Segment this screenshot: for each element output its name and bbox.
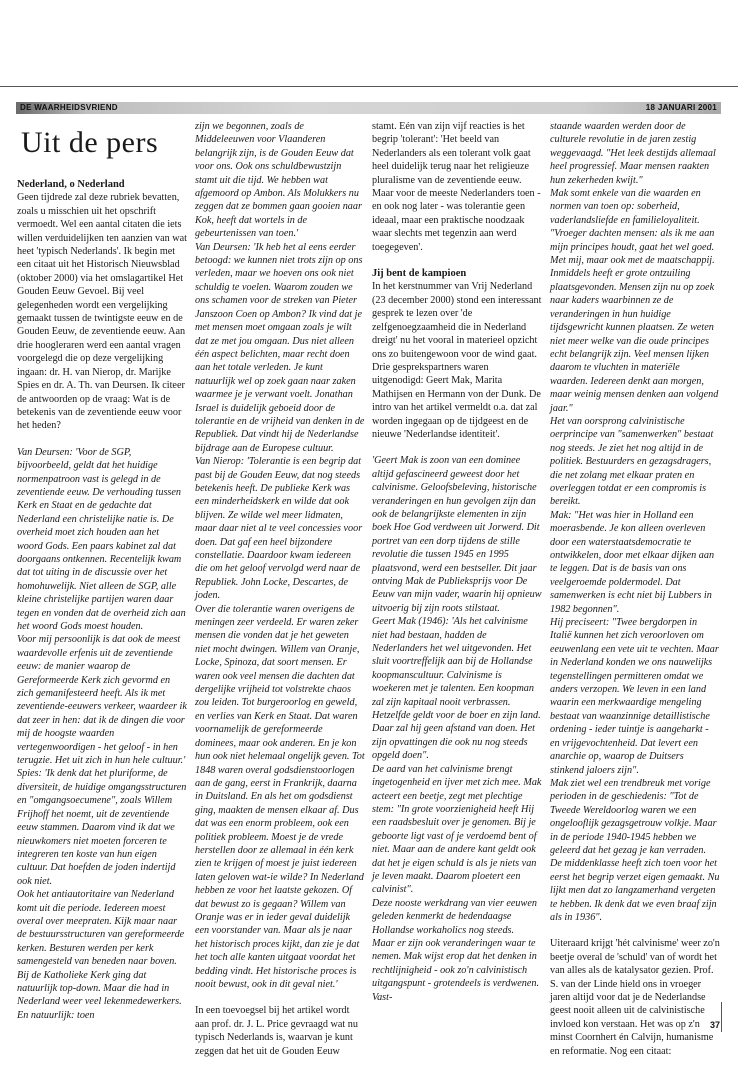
- col3-paragraph-6: Deze nooste werkdrang van vier eeuwen geleden kenmerkt de hedendaagse Hollandse workaholics nog steeds.: [372, 897, 537, 936]
- column-2: [195, 120, 365, 1058]
- issue-date: 18 JANUARI 2001: [645, 103, 717, 112]
- quote-antiautoritair: Ook het antiautoritaire van Nederland komt uit die periode. Iedereen moest overal over meepraten. Kijk maar naar de bestuursstructuren van gereformeerde kerken. Besturen werden per kerk samengesteld van beneden naar boven. Bij de Katholieke Kerk ging dat natuurlijk top-down. Maar die had in Nederland weer veel lekenmedewerkers. En natuurlijk: toen: [17, 889, 185, 1021]
- top-rule: [0, 86, 738, 87]
- col3-paragraph-1: stamt. Eén van zijn vijf reacties is het begrip 'tolerant': 'Het beeld van Nederlanders als een tolerant volk gaat heel duidelijk terug naar het religieuze pluralisme van de zeventiende eeuw. Maar voor de meeste Nederlanders toen - en ook nog later - was tolerantie geen ideaal, maar een praktische noodzaak waar slechts met tegenzin aan werd toegegeven'.: [372, 121, 541, 253]
- col2-paragraph-5: In een toevoegsel bij het artikel wordt aan prof. dr. J. L. Price gevraagd wat nu typisch Nederlands is, waarvan je kunt zeggen dat het uit de Gouden Eeuw: [195, 1005, 358, 1057]
- col4-paragraph-6: Mak ziet wel een trendbreuk met vorige perioden in de geschiedenis: "Tot de Tweede Wereldoorlog waren we een ongelooflijk gezagsgetrouw volkje. Maar in de periode 1940-1945 hebben we geleerd dat het gezag je kan verraden. De middenklasse heeft zich toen voor het eerst het begrip verzet eigen gemaakt. Nu lijkt men dat zo langzamerhand vergeten te hebben. Ik denk dat we even braaf zijn als in 1936".: [550, 777, 720, 923]
- quote-spies: Spies: 'Ik denk dat het pluriforme, de diversiteit, de huidige omgangsstructuren en "omgangsoecumene", zoals Willem Frijhoff het noemt, uit de zeventiende eeuw stammen. Daarom vind ik dat we nieuwkomers niet moeten forceren te integreren ten koste van hun eigen cultuur. Dat hoefden de joden indertijd ook niet.: [17, 768, 187, 887]
- intro-paragraph: Geen tijdrede zal deze rubriek bevatten, zoals u misschien uit het opschrift vermoedt. Wel een aantal citaten die iets willen verduidelijken ten aanzien van wat heet 'typisch Nederlands'. Ik begin met een citaat uit het Historisch Nieuwsblad (oktober 2000) via het omslagartikel Het Gouden Eeuw Gevoel. Bij veel gelegenheden wordt een vergelijking gemaakt tussen de twintigste eeuw en de Gouden Eeuw, de zeventiende eeuw. Aan drie hoogleraren werd een aantal vragen voorgelegd die op deze vergelijking ingaan: dr. H. van Nierop, dr. Marijke Spies en dr. A. Th. van Deursen. Ik citeer de antwoorden op de vraag: Wat is de betekenis van de zeventiende eeuw voor het heden?: [17, 192, 188, 432]
- column-1: [17, 120, 187, 1022]
- col3-paragraph-5: De aard van het calvinisme brengt ingetogenheid en ijver met zich mee. Mak acteert een beetje, zegt met plechtige stem: "In grote voorzienigheid heeft Hij een raadsbesluit over je genomen. Bij je geboorte ligt vast of je verdoemd bent of niet. Maar aan de andere kant geldt ook dat het je eigen schuld is als je niets van je leven maakt. Daarom ploetert een calvinist".: [372, 763, 542, 896]
- col3-paragraph-4: Geert Mak (1946): 'Als het calvinisme niet had bestaan, hadden de Nederlanders het wel uitgevonden. Het sluit voortreffelijk aan bij de Hollandse koopmanscultuur. Calvinisme is woekeren met je talenten. Een koopman zal zijn kapitaal nooit verbrassen. Hetzelfde geldt voor de boer en zijn land. Daar zal hij geen afstand van doen. Het zijn opvattingen die ook nu nog steeds opgeld doen".: [372, 616, 541, 762]
- col4-paragraph-7: Uiteraard krijgt 'hét calvinisme' weer zo'n beetje overal de 'schuld' van of wordt het van alles als de katalysator gezien. Prof. S. van der Linde hield ons in vroeger jaren altijd voor dat je de Nederlandse geest nooit alleen uit de calvinistische invloed kon verstaan. Het was op z'n minst Coornhert én Calvijn, humanisme en reformatie. Nog een citaat:: [550, 938, 720, 1057]
- col2-paragraph-1: zijn we begonnen, zoals de Middeleeuwen voor Vlaanderen belangrijk zijn, is de Gouden Eeuw dat voor ons. Ook ons schuldbewustzijn stamt uit die tijd. We hebben wat afgemoord op Ambon. Als Molukkers nu zeggen dat ze bommen gaan gooien naar Kok, heeft dat wortels in de gebeurtenissen van toen.': [195, 121, 362, 240]
- col2-paragraph-4: Over die tolerantie waren overigens de meningen zeer verdeeld. Er waren zeker mensen die vonden dat je het geweten niet mocht dwingen. Willem van Oranje, Locke, Spinoza, dat soort mensen. Er waren ook veel mensen die dachten dat dergelijke vrijheid tot volstrekte chaos zou leiden. Tot burgeroorlog en geweld, en verlies van Kerk en Staat. Dat waren voornamelijk de gereformeerde dominees, maar ook anderen. En je kon hun ook niet helemaal ongelijk geven. Tot 1848 waren overal godsdienstoorlogen aan de gang, eerst in Frankrijk, daarna in Duitsland. En als het om godsdienst ging, maakten de mensen elkaar af. Dus dat was een enorm probleem, ook een politiek probleem. Moest je de vrede herstellen door ze allemaal in één kerk zien te krijgen of moest je juist iedereen laten geloven wat-ie wilde? In Nederland hebben ze voor het laatste gekozen. Of dat bewust zo is gegaan? Willem van Oranje was er in ieder geval duidelijk een voorstander van. Maar als je naar het historisch proces kijkt, dan zie je dat het toch alle kanten uitgaat voordat het bedding vindt. Het historische proces is nooit bewust, ook in dit geval niet.': [195, 603, 365, 990]
- col4-paragraph-5: Hij preciseert: "Twee bergdorpen in Italië kunnen het zich veroorloven om eeuwenlang een vete uit te vechten. Maar in Nederland konden we ons nauwelijks tegenstellingen permitteren omdat we anders verzopen. We leven in een land waarin een merkwaardige mengeling bestaat van waanzinnige detaillistische ordening - ieder tuintje is aangeharkt - en vrijgevochtenheid. Dat levert een anarchie op, waarop de Duitsers stinkend jaloers zijn".: [550, 617, 719, 776]
- quote-erfenis: Voor mij persoonlijk is dat ook de meest waardevolle erfenis uit de zeventiende eeuw: de manier waarop de Gereformeerde Kerk zich gevormd en zich gemanifesteerd heeft. Als ik met zeventiende-eeuwers verkeer, waardeer ik dat zeer in hen: dat ik de dingen die voor mij de hoogste waarden vertegenwoordigen - het geloof - in hen terugzie. Het uit zich in hun hele cultuur.': [17, 634, 187, 767]
- column-4: [550, 120, 720, 1058]
- page-number: 37: [710, 1020, 721, 1030]
- col2-paragraph-3: Van Nierop: 'Tolerantie is een begrip dat past bij de Gouden Eeuw, dat nog steeds betekenis heeft. De publieke Kerk was een minderheidskerk en wilde dat ook blijven. Ze wilde wel meer lidmaten, maar daar niet al te veel concessies voor doen. Dat gaf een heel bijzondere constellatie. Daardoor kwam iedereen die om het geloof vervolgd werd naar de Republiek. John Locke, Descartes, de joden.: [195, 456, 363, 602]
- col4-paragraph-4: Mak: "Het was hier in Holland een moerasbende. Je kon alleen overleven door een waterstaatsdemocratie te ontwikkelen, door met elkaar dijken aan te leggen. Dat is de basis van ons veelgeroemde poldermodel. Dat samenwerken is echt niet bij Lubbers in 1982 begonnen".: [550, 509, 715, 615]
- col3-paragraph-7: Maar er zijn ook veranderingen waar te nemen. Mak wijst erop dat het denken in rechtlijnigheid - ook zo'n calvinistisch uitgangspunt - grotendeels is verdwenen. Vast-: [372, 937, 540, 1003]
- page-title: Uit de pers: [21, 126, 159, 159]
- col4-paragraph-1: staande waarden werden door de culturele revolutie in de jaren zestig weggevaagd. "Het leek destijds allemaal heel progressief. Maar mensen raakten hun zekerheden kwijt.": [550, 121, 716, 186]
- section-heading-nederland: Nederland, o Nederland: [17, 179, 125, 190]
- publication-name: DE WAARHEIDSVRIEND: [20, 103, 118, 112]
- col4-paragraph-2: Mak somt enkele van die waarden en normen van toen op: soberheid, vaderlandsliefde en familieloyaliteit. "Vroeger dachten mensen: als ik me aan mijn principes houdt, gaat het wel goed. Met mij, maar ook met de maatschappij. Inmiddels heeft er grote ontzuiling plaatsgevonden. Mensen zijn nu op zoek naar kaders waarbinnen ze de veranderingen in hun huidige tijdsgewricht kunnen plaatsen. Ze weten niet meer welke van die oude principes echt belangrijk zijn. Veel mensen lijken daarom te vluchten in materiële waarden. Iedereen denkt aan morgen, maar weinig mensen denken aan volgend jaar.": [550, 188, 719, 414]
- col3-paragraph-2: In het kerstnummer van Vrij Nederland (23 december 2000) stond een interessant gesprek te lezen over 'de zelfgenoegzaamheid die in Nederland dreigt' nu het vooral in materieel opzicht ons zo buitengewoon voor de wind gaat. Drie gesprekspartners waren uitgenodigd: Geert Mak, Marita Mathijsen en Hermann von der Dunk. De intro van het artikel vermeldt o.a. dat zal worden ingegaan op de tijdgeest en de nieuwe 'Nederlandse identiteit'.: [372, 281, 542, 440]
- running-header: [16, 102, 721, 114]
- col2-paragraph-2: Van Deursen: 'Ik heb het al eens eerder betoogd: we kunnen niet trots zijn op ons verleden, maar we hoeven ons ook niet schuldig te voelen. Waarom zouden we ons schamen voor de streken van Pieter Janszoon Coen op Ambon? Ik vind dat je met mensen moet omgaan zoals je wilt dat ze met jou omgaan. Dus niet alleen één aspect belichten, maar recht doen aan het totale verleden. Je kunt natuurlijk wel op zoek gaan naar zaken waarmee je je verwant voelt. Jonathan Israel is duidelijk geboeid door de tolerantie en de vrijheid van denken in de Republiek. Dat vindt hij de Nederlandse bijdrage aan de Europese cultuur.: [195, 241, 365, 454]
- quote-van-deursen: Van Deursen: 'Voor de SGP, bijvoorbeeld, geldt dat het huidige normenpatroon vast is gelegd in de zeventiende eeuw. De verhouding tussen Kerk en Staat en de gedachte dat Nederland een christelijke natie is. De overheid moet zich houden aan het woord Gods. Een paars kabinet zal dat doorgaans ontkennen. Recentelijk kwam dat tot uiting in de discussie over het homohuwelijk. Niet alleen de SGP, alle kleine christelijke partijen waren daar tegen en vonden dat de overheid zich aan het woord Gods moest houden.: [17, 446, 186, 632]
- column-3: [372, 120, 542, 1004]
- col4-paragraph-3: Het van oorsprong calvinistische oerprincipe van "samenwerken" bestaat nog steeds. Je ziet het nog altijd in de politiek. Bestuurders en gezagsdragers, die net zolang met elkaar praten en overleggen totdat er een compromis is bereikt.: [550, 415, 714, 508]
- page-edge-rule: [721, 1002, 722, 1032]
- section-heading-kampioen: Jij bent de kampioen: [372, 268, 467, 280]
- col3-paragraph-3: 'Geert Mak is zoon van een dominee altijd gefascineerd geweest door het calvinisme. Geloofsbeleving, historische veranderingen en hun gevolgen zijn dan ook de belangrijkste elementen in zijn boek Hoe God verdween uit Jorwerd. Dit portret van een dorp tijdens de stille revolutie die tussen 1945 en 1995 plaatsvond, werd een bestseller. Dit jaar ontving Mak de Publieksprijs voor De Eeuw van mijn vader, waarin hij opnieuw uitvoerig bij zijn roots stilstaat.: [372, 455, 542, 614]
